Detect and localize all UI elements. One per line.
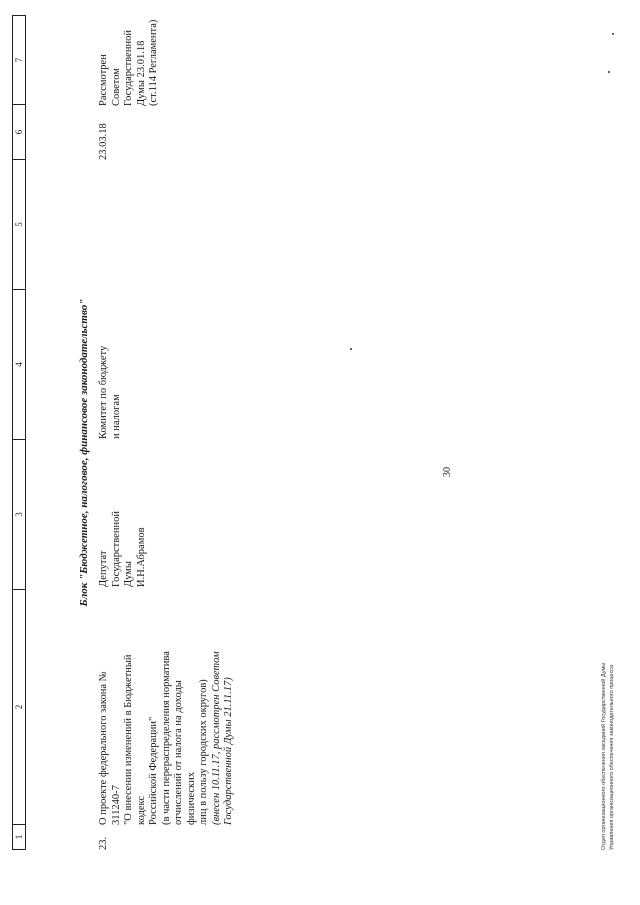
column-number: 4 [13,289,25,439]
footer-line: Управления организационного обеспечения законодательного процесса [609,664,615,850]
description-line: лиц в пользу городских округов) [198,679,209,825]
scan-speck [350,348,352,350]
scheduled-date: 23.03.18 [98,123,109,160]
bill-description [98,645,236,825]
column-number: 5 [13,159,25,289]
committee-line: и налогам [110,394,122,439]
bill-status [98,11,161,106]
column-number: 1 [13,824,25,849]
author-line: Депутат [98,550,109,587]
bill-author [98,477,148,587]
author-line: Думы [123,561,134,587]
submission-note-line: Государственной Думы 21.11.17) [223,677,234,825]
footer-line: Отдел организационного обеспечения заседаний Государственной Думы [601,662,607,850]
submission-note-line: (внесен 10.11.17, рассмотрен Советом [210,651,222,825]
description-line: (в части перераспределения норматива [160,651,172,825]
status-line: Рассмотрен [98,54,109,106]
description-line: О проекте федерального закона № 311240-7 [98,671,122,825]
page-number: 30 [442,467,453,477]
status-line: Думы 23.01.18 [135,40,147,106]
scan-speck [612,33,614,35]
footer-note [600,663,616,850]
scan-speck [608,71,610,73]
status-line: Государственной [123,30,134,106]
description-line: "О внесении изменений в Бюджетный кодекс [123,654,147,825]
status-line: (ст.114 Регламента) [148,19,159,106]
description-line: отчислений от налога на доходы физических [173,680,197,825]
author-line: И.Н.Абрамов [135,527,147,587]
column-number: 3 [13,439,25,589]
responsible-committee [98,329,123,439]
row-number: 23. [98,836,109,850]
committee-line: Комитет по бюджету [98,345,109,439]
author-line: Государственной [110,511,122,587]
column-number: 6 [13,104,25,159]
column-number-row [12,15,26,850]
status-line: Советом [110,68,122,106]
block-heading: Блок "Бюджетное, налоговое, финансовое законодательство" [78,298,90,607]
column-number: 7 [14,57,24,63]
column-number: 2 [13,589,25,824]
description-line: Российской Федерации" [148,716,159,825]
